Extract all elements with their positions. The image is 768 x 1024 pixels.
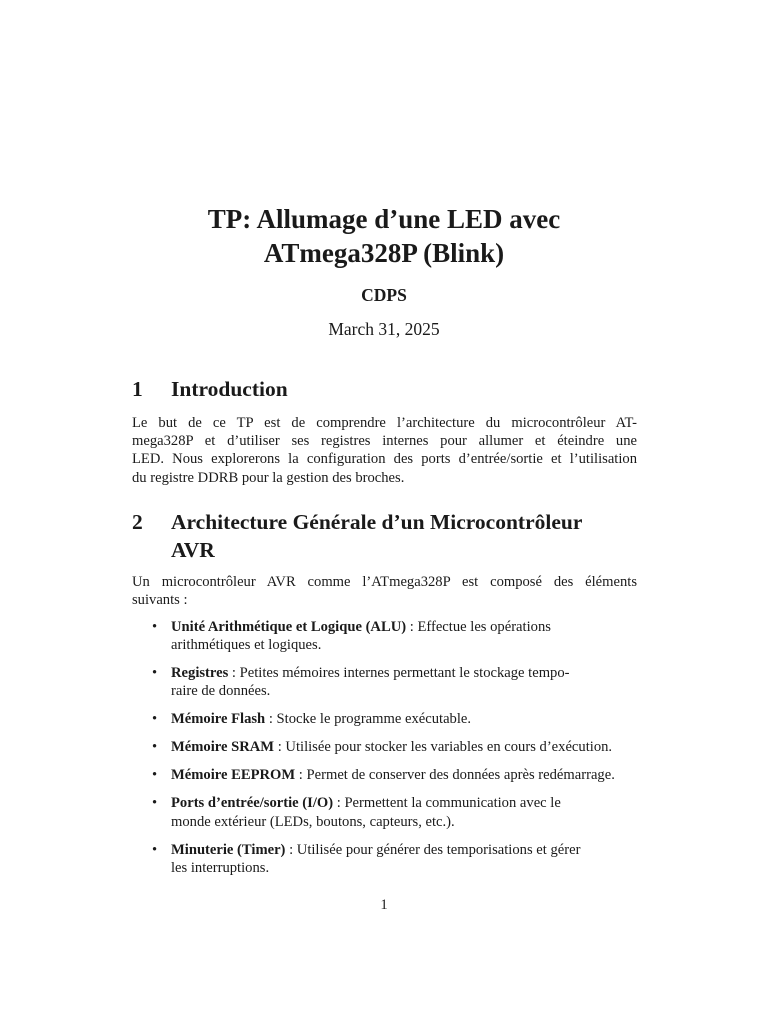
paragraph-line: du registre DDRB pour la gestion des broches. xyxy=(132,469,405,486)
bullet-icon: • xyxy=(152,711,158,728)
paragraph-line: LED. Nous explorerons la configuration des ports d’entrée/sortie et l’utilisation xyxy=(132,451,637,468)
bullet-icon: • xyxy=(152,665,158,682)
item-term: Mémoire SRAM xyxy=(171,739,275,756)
item-term: Mémoire Flash xyxy=(171,711,266,728)
item-desc: : Permet de conserver des données après redémarrage. xyxy=(295,767,615,784)
architecture-paragraph xyxy=(132,573,637,609)
paragraph-line: mega328P et d’utiliser ses registres internes pour allumer et éteindre une xyxy=(132,433,637,450)
bullet-icon: • xyxy=(152,841,158,858)
paragraph-line: Un microcontrôleur AVR comme l’ATmega328P est composé des éléments xyxy=(132,574,637,590)
bullet-icon: • xyxy=(152,767,158,784)
section-1-heading xyxy=(132,375,671,403)
item-desc: : Permettent la communication avec le xyxy=(333,795,561,812)
section-number: 1 xyxy=(132,377,143,401)
item-desc: : Utilisée pour stocker les variables en cours d’exécution. xyxy=(274,739,613,756)
date: March 31, 2025 xyxy=(328,319,440,339)
item-term: Ports d’entrée/sortie (I/O) xyxy=(171,795,334,812)
item-term: Registres xyxy=(171,665,229,682)
item-desc-continued: raire de données. xyxy=(171,683,271,700)
paragraph-line: Le but de ce TP est de comprendre l’architecture du microcontrôleur AT- xyxy=(132,415,637,431)
list-item xyxy=(152,841,672,877)
item-desc: : Effectue les opérations xyxy=(406,619,551,635)
list-item xyxy=(152,766,672,784)
item-desc-continued: les interruptions. xyxy=(171,859,270,876)
paragraph-line: suivants : xyxy=(132,592,188,609)
section-title: Introduction xyxy=(171,377,288,401)
list-item xyxy=(152,618,672,654)
item-desc: : Utilisée pour générer des temporisations et gérer xyxy=(285,841,581,858)
author: CDPS xyxy=(361,285,407,305)
item-term: Mémoire EEPROM xyxy=(171,767,296,784)
section-title-line-2: AVR xyxy=(171,538,215,562)
item-desc-continued: arithmétiques et logiques. xyxy=(171,637,322,654)
components-list xyxy=(152,618,672,887)
item-desc-continued: monde extérieur (LEDs, boutons, capteurs, etc.). xyxy=(171,813,455,830)
section-2-heading xyxy=(132,508,671,564)
title-line-2: ATmega328P (Blink) xyxy=(263,238,505,268)
list-item xyxy=(152,710,672,728)
intro-paragraph xyxy=(132,414,637,487)
page-number: 1 xyxy=(380,897,388,913)
list-item xyxy=(152,794,672,830)
list-item xyxy=(152,738,672,756)
section-title-line-1: Architecture Générale d’un Microcontrôleur xyxy=(171,510,583,534)
list-item xyxy=(152,664,672,700)
bullet-icon: • xyxy=(152,795,158,812)
item-desc: : Petites mémoires internes permettant le stockage tempo- xyxy=(228,665,570,682)
item-term: Unité Arithmétique et Logique (ALU) xyxy=(171,619,407,635)
document-title xyxy=(0,202,768,270)
section-number: 2 xyxy=(132,510,143,534)
bullet-icon: • xyxy=(152,619,158,635)
item-desc: : Stocke le programme exécutable. xyxy=(265,711,472,728)
item-term: Minuterie (Timer) xyxy=(171,841,286,858)
title-line-1: TP: Allumage d’une LED avec xyxy=(207,204,561,234)
bullet-icon: • xyxy=(152,739,158,756)
